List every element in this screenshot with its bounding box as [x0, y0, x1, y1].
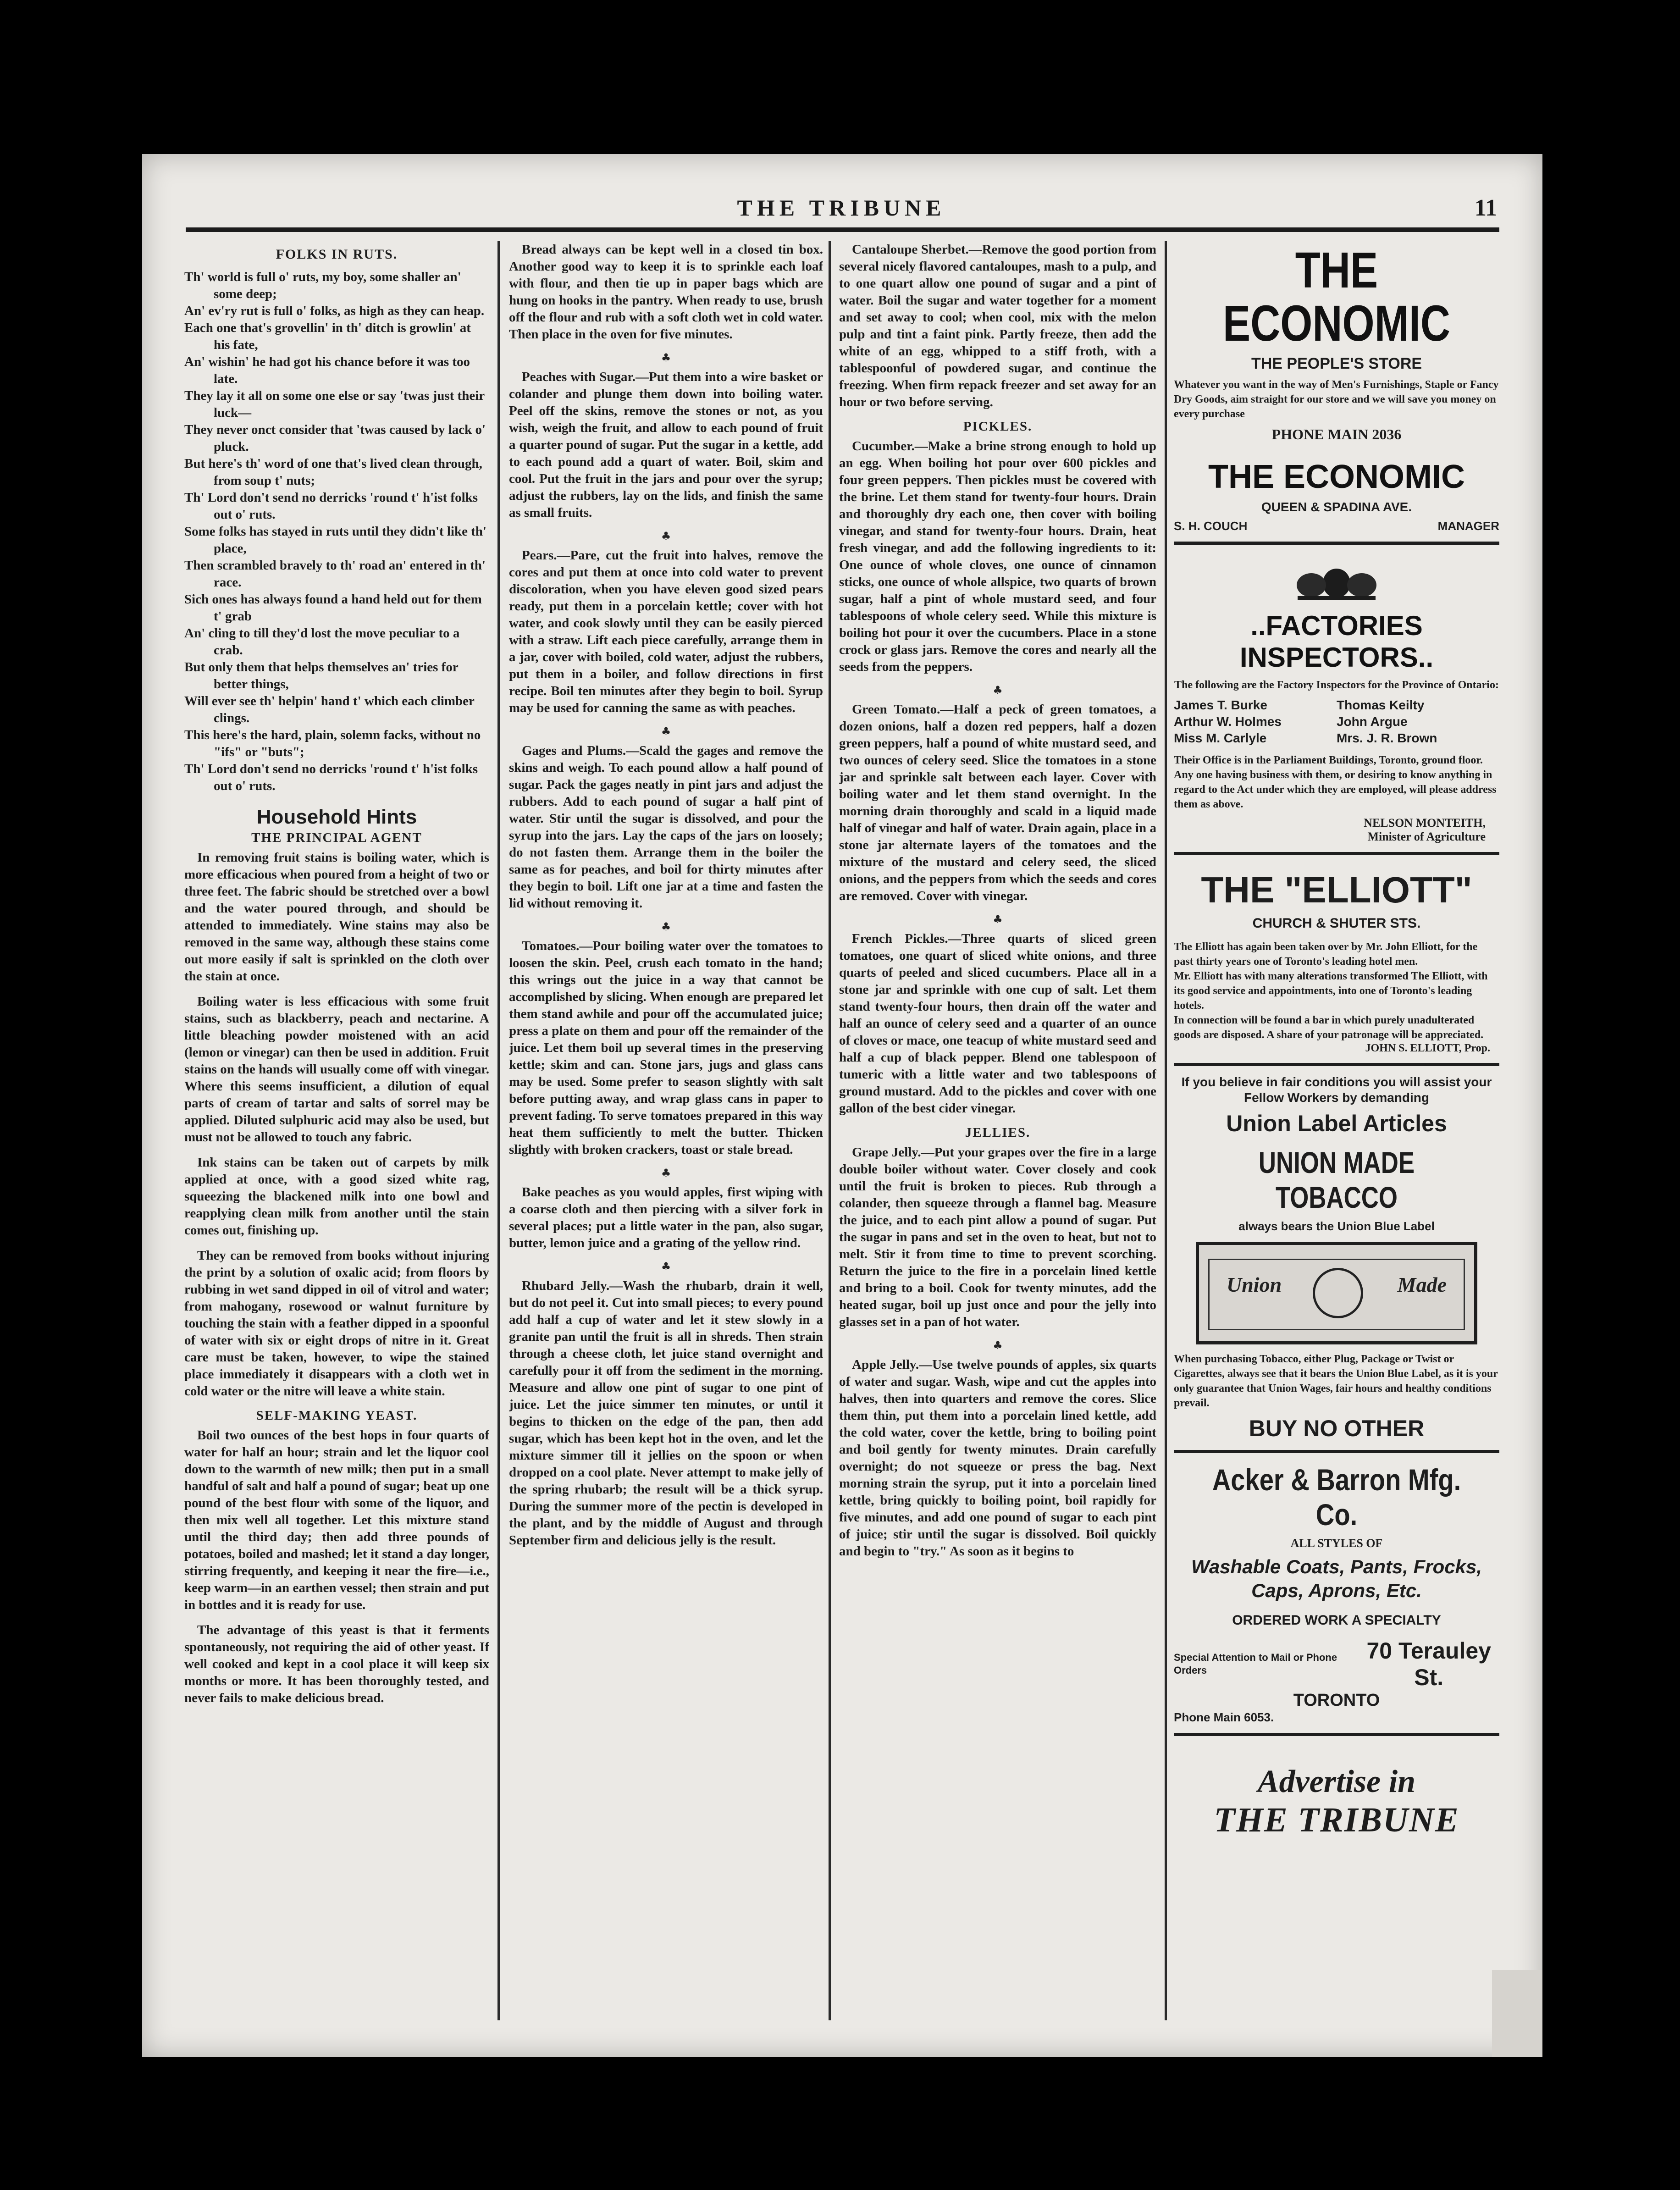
- acker-ordered-work: ORDERED WORK A SPECIALTY: [1232, 1613, 1441, 1628]
- inspector-name: John Argue: [1337, 714, 1408, 729]
- article-paragraph: In removing fruit stains is boiling water, which is more efficacious when poured from a height of two or three feet. The fabric should be stretched over a bowl and the water poured through, and should be attended to immediately. Wine stains may also be removed in the same way, although these stains come out more easily if salt is sprinkled on the cloth over the stain at once.: [184, 850, 489, 984]
- elliott-text: In connection will be found a bar in which purely unadulterated goods are disposed. A share of your patronage will be appreciated.: [1174, 1014, 1484, 1041]
- poem-line: This here's the hard, plain, solemn facks, without no "ifs" or "buts";: [184, 728, 481, 759]
- economic-manager-row: [1174, 519, 1499, 533]
- page-number: 11: [1474, 195, 1497, 221]
- inspector-name: Mrs. J. R. Brown: [1337, 731, 1437, 745]
- subheading: THE PRINCIPAL AGENT: [251, 830, 422, 845]
- union-label-image: [1196, 1242, 1477, 1344]
- ad-divider: [1174, 852, 1499, 855]
- article-paragraph: Gages and Plums.—Scald the gages and remove the skins and weigh. To each pound allow a half pound of sugar. Pack the gages neatly in pint jars and adjust the rubbers. Add to each pound of sugar a half pint of water. Stir until the sugar is dissolved, and pour the syrup into the jars. Lay the caps of the jars on loosely; do not fasten them. Arrange them in the boiler the same as for peaches, and boil for thirty minutes after they begin to boil. Lift one jar at a time and fasten the lid without removing it.: [509, 743, 823, 911]
- economic-ad-subtitle: THE PEOPLE'S STORE: [1251, 355, 1422, 372]
- article-paragraph: Pears.—Pare, cut the fruit into halves, remove the cores and put them at once into cold water to prevent discoloration, when you have eleven good sized pears ready, put them in a porcelain kettle; cover with hot water, and cook slowly until they can be easily pierced with a straw. Lift each piece carefully, arrange them in a jar, cover with boiled, cold water, adjust the rubbers, put them in a boiler, and follow directions in first recipe. Boil ten minutes after they begin to boil. Syrup may be used for canning the same as with peaches.: [509, 548, 823, 715]
- advertisement-column: [1174, 241, 1499, 2030]
- masthead-title: THE TRIBUNE: [737, 195, 946, 221]
- article-paragraph: Cucumber.—Make a brine strong enough to hold up an egg. When boiling hot pour over 600 pickles and four green peppers. Then pickles must be covered with the brine. Let them stand for twenty-four hours. Drain and thoroughly dry each one, then cover with boiling vinegar, and stand for twenty-four hours. Drain, heat fresh vinegar, and add the following ingredients to it: One ounce of whole cloves, one ounce of cinnamon sticks, one ounce of whole allspice, two quarts of brown sugar, half a pint of whole mustard seed, and four tablespoons of whole celery seed. While this mixture is boiling hot pour it over the cucumbers. Place in a stone crock or glass jars. Remove the cores and nearly all the seeds from the peppers.: [839, 439, 1156, 674]
- elliott-address: CHURCH & SHUTER STS.: [1252, 916, 1421, 931]
- divider-ornament-icon: ♣: [993, 913, 1003, 926]
- article-paragraph: Grape Jelly.—Put your grapes over the fire in a large double boiler without water. Cover closely and cook until the fruit is broken to pieces. Rub through a colander, then squeeze through a flannel bag. Measure the juice, and to each pint allow a pound of sugar. Put the sugar in pans and set in the oven to heat, but not to melt. Stir it from time to time to prevent scorching. Return the juice to the fire in a porcelain lined kettle and bring to a boil. Cook for twenty minutes, add the heated sugar, boil up just once and pour the jelly into glasses set in a pan of hot water.: [839, 1145, 1156, 1329]
- elliott-signature: JOHN S. ELLIOTT, Prop.: [1365, 1042, 1490, 1054]
- economic-manager-role: MANAGER: [1437, 519, 1499, 533]
- acker-barron-title: Acker & Barron Mfg. Co.: [1212, 1463, 1461, 1532]
- acker-items: Washable Coats, Pants, Frocks,: [1191, 1556, 1482, 1577]
- economic-ad-title: THE ECONOMIC: [1222, 242, 1451, 352]
- article-paragraph: Rhubard Jelly.—Wash the rhubarb, drain it well, but do not peel it. Cut into small pieces; to every pound add half a cup of water and let it stew slowly in a granite pan until the fruit is all in shreds. Then strain through a cheese cloth, let juice stand overnight and carefully pour it off from the sediment in the morning. Measure and allow one pint of sugar to one pint of juice. Let the juice simmer ten minutes, or until it begins to thicken on the edge of the pan, then add sugar, which has been kept hot in the oven, and let the mixture simmer till it jellies on the spoon or when dropped on a cool plate. Never attempt to make jelly of the spring rhubarb; the result will be a thick syrup. During the summer more of the pectin is developed in the plant, and by the middle of August and through September firm and delicious jelly is the result.: [509, 1278, 823, 1548]
- article-paragraph: Bread always can be kept well in a closed tin box. Another good way to keep it is to sprinkle each loaf with flour, and then tie up in paper bags which are hung on hooks in the pantry. When ready to use, brush off the flour and rub with a soft cloth wet in cold water. Then place in the oven for five minutes.: [509, 242, 823, 342]
- article-paragraph: Boiling water is less efficacious with some fruit stains, such as blackberry, peach and nectarine. A little bleaching powder moistened with an acid (lemon or vinegar) can then be used in addition. Fruit stains on the hands will usually come off with vinegar. Where this seems insufficient, a dilution of equal parts of cream of tartar and salts of sorrel may be applied. Diluted sulphuric acid may also be used, but must not be allowed to touch any fabric.: [184, 994, 489, 1145]
- column-3: [839, 241, 1156, 2030]
- acker-address-row: [1174, 1637, 1499, 1691]
- factories-inspectors-title: ..FACTORIES INSPECTORS..: [1239, 610, 1434, 673]
- buy-no-other: BUY NO OTHER: [1249, 1416, 1425, 1441]
- article-paragraph: Ink stains can be taken out of carpets by milk applied at once, with a good sized white rag, squeezing the blackened milk into one bowl and reapplying clean milk from another until the stain comes out, finishing up.: [184, 1155, 489, 1238]
- poem-line: An' wishin' he had got his chance before it was too late.: [184, 354, 470, 386]
- poem-line: Sich ones has always found a hand held out for them t' grab: [184, 592, 482, 624]
- poem-title: FOLKS IN RUTS.: [276, 247, 398, 262]
- masthead: [186, 194, 1497, 227]
- union-made-subtitle: always bears the Union Blue Label: [1238, 1219, 1435, 1233]
- newspaper-page: [142, 154, 1542, 2057]
- inspector-name: James T. Burke: [1174, 698, 1267, 712]
- economic-address: QUEEN & SPADINA AVE.: [1261, 500, 1412, 514]
- poem-line: Th' world is full o' ruts, my boy, some shaller an' some deep;: [184, 270, 461, 301]
- article-paragraph: The advantage of this yeast is that it ferments spontaneously, not requiring the aid of other yeast. If well cooked and kept in a cool place it will keep six months or more. It has been thoroughly tested, and never fails to make delicious bread.: [184, 1623, 489, 1705]
- advertise-in: Advertise in: [1257, 1764, 1416, 1799]
- poem-line: But only them that helps themselves an' tries for better things,: [184, 660, 459, 691]
- column-divider: [1165, 241, 1167, 2020]
- ad-divider: [1174, 1063, 1499, 1066]
- poem-line: Th' Lord don't send no derricks 'round t' h'ist folks out o' ruts.: [184, 762, 478, 793]
- acker-phone: Phone Main 6053.: [1174, 1710, 1274, 1724]
- subheading: JELLIES.: [965, 1125, 1031, 1140]
- divider-ornament-icon: ♣: [661, 1260, 671, 1273]
- article-paragraph: Bake peaches as you would apples, first wiping with a coarse cloth and then piercing with a silver fork in several places; put a little water in the pan, also sugar, butter, lemon juice and a grating of the yellow rind.: [509, 1185, 823, 1250]
- divider-ornament-icon: ♣: [993, 1339, 1003, 1352]
- factories-intro: The following are the Factory Inspectors for the Province of Ontario:: [1174, 679, 1499, 691]
- page-edge: [1492, 1970, 1542, 2057]
- acker-styles-label: ALL STYLES OF: [1290, 1537, 1383, 1550]
- acker-mail-orders: Special Attention to Mail or Phone Orders: [1174, 1652, 1337, 1676]
- factories-signature-title: Minister of Agriculture: [1367, 830, 1486, 843]
- poem-line: But here's th' word of one that's lived clean through, from soup t' nuts;: [184, 456, 482, 488]
- union-label-intro: If you believe in fair conditions you will assist your Fellow Workers by demanding: [1181, 1075, 1492, 1105]
- elliott-text: The Elliott has again been taken over by Mr. John Elliott, for the past thirty years one of Toronto's leading hotel men.: [1174, 941, 1478, 968]
- advertise-tribune: THE TRIBUNE: [1214, 1801, 1459, 1839]
- poem-line: Th' Lord don't send no derricks 'round t' h'ist folks out o' ruts.: [184, 490, 478, 522]
- subheading: PICKLES.: [963, 419, 1033, 434]
- poem-line: Some folks has stayed in ruts until they didn't like th' place,: [184, 524, 487, 556]
- inspector-name: Arthur W. Holmes: [1174, 714, 1282, 729]
- acker-city: TORONTO: [1293, 1691, 1380, 1710]
- article-paragraph: French Pickles.—Three quarts of sliced green tomatoes, one quart of sliced white onions, and three quarts of peeled and sliced cucumbers. Place all in a stone jar and sprinkle with one cup of salt. Let them stand twenty-four hours, then drain off the water and half an ounce of celery seed and a quarter of an ounce of cloves or mace, one teacup of white mustard seed and half a cup of black pepper. Blend one tablespoon of tumeric with a little water and two tablespoons of ground mustard. Add to the pickles and cover with one gallon of the best cider vinegar.: [839, 931, 1156, 1116]
- poem: [184, 269, 489, 795]
- elliott-ad-title: THE "ELLIOTT": [1201, 869, 1472, 910]
- economic-phone: PHONE MAIN 2036: [1271, 426, 1402, 442]
- divider-ornament-icon: ♣: [661, 920, 671, 933]
- economic-ad-title-2: THE ECONOMIC: [1208, 459, 1465, 495]
- inspector-name: Miss M. Carlyle: [1174, 731, 1267, 745]
- union-label-word: Union: [1227, 1273, 1282, 1296]
- economic-ad-text: Whatever you want in the way of Men's Furnishings, Staple or Fancy Dry Goods, aim straight for our store and we will save you money on every purchase: [1174, 379, 1499, 420]
- inspector-name: Thomas Keilty: [1337, 698, 1425, 712]
- article-paragraph: Tomatoes.—Pour boiling water over the tomatoes to loosen the skin. Peel, crush each tomato in the hand; this wrings out the juice in a way that cannot be accomplished by slicing. When enough are prepared let them stand awhile and pour off the accumulated juice; press a plate on them and pour off the remainder of the juice. Let them boil up several times in the preserving kettle; skim and can. Stone jars, jugs and glass cans may be used. Some prefer to season slightly with salt before putting away, and wrap glass cans in paper to prevent fading. To serve tomatoes prepared in this way heat them sufficiently to melt the butter. Thicken slightly with broken crackers, toast or stale bread.: [509, 939, 823, 1157]
- article-paragraph: Peaches with Sugar.—Put them into a wire basket or colander and plunge them down into boiling water. Peel off the skins, remove the stones or not, as you wish, weigh the fruit, and allow to each pound of fruit a quarter pound of sugar. Put the sugar in a kettle, add to each pound add a quart of water. Boil, skim and cool. Put the fruit in the jars and pour over the syrup; adjust the rubbers, lay on the lids, and finish the same as small fruits.: [509, 370, 823, 520]
- poem-line: An' ev'ry rut is full o' folks, as high as they can heap.: [184, 304, 485, 318]
- divider-ornament-icon: ♣: [661, 1167, 671, 1179]
- divider-ornament-icon: ♣: [661, 351, 671, 364]
- acker-items: Caps, Aprons, Etc.: [1251, 1580, 1422, 1601]
- elliott-text: Mr. Elliott has with many alterations transformed The Elliott, with its good service and appointments, into one of Toronto's leading hotels.: [1174, 970, 1488, 1012]
- ad-divider: [1174, 542, 1499, 545]
- poem-line: An' cling to till they'd lost the move peculiar to a crab.: [184, 626, 460, 658]
- poem-line: Each one that's grovellin' in th' ditch is growlin' at his fate,: [184, 321, 471, 352]
- column-divider: [829, 241, 831, 2020]
- factories-text: Their Office is in the Parliament Buildings, Toronto, ground floor. Any one having business with them, or desiring to know anything in regard to the Act under which they are employed, will please address them as above.: [1174, 754, 1497, 810]
- coat-of-arms-icon: [1288, 565, 1385, 602]
- article-paragraph: Green Tomato.—Half a peck of green tomatoes, a dozen onions, half a dozen red peppers, half a dozen green peppers, half a pound of white mustard seed, and two ounces of celery seed. Slice the tomatoes in a stone jar and sprinkle salt between each layer. Cover with boiling water and let them stand overnight. In the morning drain thoroughly and scald in a liquid made half of vinegar and half of water. Drain again, place in a stone jar alternate layers of the tomatoes and the mixture of the mustard and celery seed, the sliced onions, and the peppers from which the seeds and cores are removed. Cover with vinegar.: [839, 702, 1156, 903]
- article-paragraph: They can be removed from books without injuring the print by a solution of oxalic acid; from floors by rubbing in wet sand dipped in oil of vitrol and water; from mahogany, rosewood or walnut furniture by touching the stain with a feather dipped in a spoonful of water with six or eight drops of nitre in it. Great care must be taken, however, to wipe the stained place immediately it disappears with a cloth wet in cold water or the nitre will leave a white stain.: [184, 1248, 489, 1399]
- ad-divider: [1174, 1450, 1499, 1453]
- divider-ornament-icon: ♣: [661, 725, 671, 738]
- inspector-names: [1174, 697, 1499, 747]
- column-1: [184, 241, 489, 2030]
- article-paragraph: Cantaloupe Sherbet.—Remove the good portion from several nicely flavored cantaloupes, mash to a pulp, and to one quart allow one pound of sugar and a pint of water. Boil the sugar and water together for a moment and set away to cool; when cool, mix with the melon pulp and tint a faint pink. Partly freeze, then add the white of an egg, whipped to a stiff froth, with a tablespoonful of powdered sugar, and continue the freezing. When firm repack freezer and set away for an hour or two before serving.: [839, 242, 1156, 409]
- column-2: [509, 241, 823, 2030]
- article-paragraph: Apple Jelly.—Use twelve pounds of apples, six quarts of water and sugar. Wash, wipe and cut the apples into halves, then into quarters and remove the cores. Slice them thin, put them into a porcelain lined kettle, add the cold water, cover the kettle, bring to boiling point and boil gently for twenty minutes. Drain carefully overnight; do not squeeze or press the bag. Next morning strain the syrup, put it into a porcelain lined kettle, bring quickly to boiling point, boil rapidly for five minutes, and add one pound of sugar to each pint of juice; stir until the sugar is dissolved. Boil quickly and begin to "try." As soon as it begins to: [839, 1357, 1156, 1559]
- factories-signature: NELSON MONTEITH,: [1364, 816, 1486, 830]
- union-made-tobacco-title: UNION MADE TOBACCO: [1258, 1145, 1415, 1214]
- divider-ornament-icon: ♣: [993, 684, 1003, 697]
- article-paragraph: Boil two ounces of the best hops in four quarts of water for half an hour; strain and let the liquor cool down to the warmth of new milk; then put in a small handful of salt and half a pound of sugar; beat up one pound of the best flour with some of the liquor, and then mix well all together. Let this mixture stand until the third day; then add three pounds of potatoes, boiled and mashed; let it stand a day longer, stirring frequently, and keeping it near the fire—i.e., keep warm—in an earthen vessel; then strain and put in bottles and it is ready for use.: [184, 1428, 489, 1612]
- union-tobacco-text: When purchasing Tobacco, either Plug, Package or Twist or Cigarettes, always see that it bears the Union Blue Label, as it is your only guarantee that Union Wages, fair hours and healthy conditions prevail.: [1174, 1353, 1498, 1409]
- economic-manager-name: S. H. COUCH: [1174, 519, 1248, 533]
- poem-line: Will ever see th' helpin' hand t' which each climber clings.: [184, 694, 475, 725]
- ad-divider: [1174, 1733, 1499, 1736]
- union-label-seal-icon: [1313, 1268, 1363, 1318]
- poem-line: They never onct consider that 'twas caused by lack o' pluck.: [184, 422, 486, 454]
- poem-line: Then scrambled bravely to th' road an' entered in th' race.: [184, 558, 486, 590]
- union-label-word: Made: [1397, 1273, 1447, 1296]
- union-label-title: Union Label Articles: [1226, 1111, 1447, 1136]
- section-title: Household Hints: [256, 806, 417, 828]
- divider-ornament-icon: ♣: [661, 530, 671, 542]
- column-divider: [497, 241, 500, 2020]
- acker-street: 70 Terauley St.: [1366, 1638, 1491, 1690]
- poem-line: They lay it all on some one else or say 'twas just their luck—: [184, 388, 485, 420]
- masthead-rule: [186, 227, 1499, 232]
- subheading: SELF-MAKING YEAST.: [256, 1408, 418, 1423]
